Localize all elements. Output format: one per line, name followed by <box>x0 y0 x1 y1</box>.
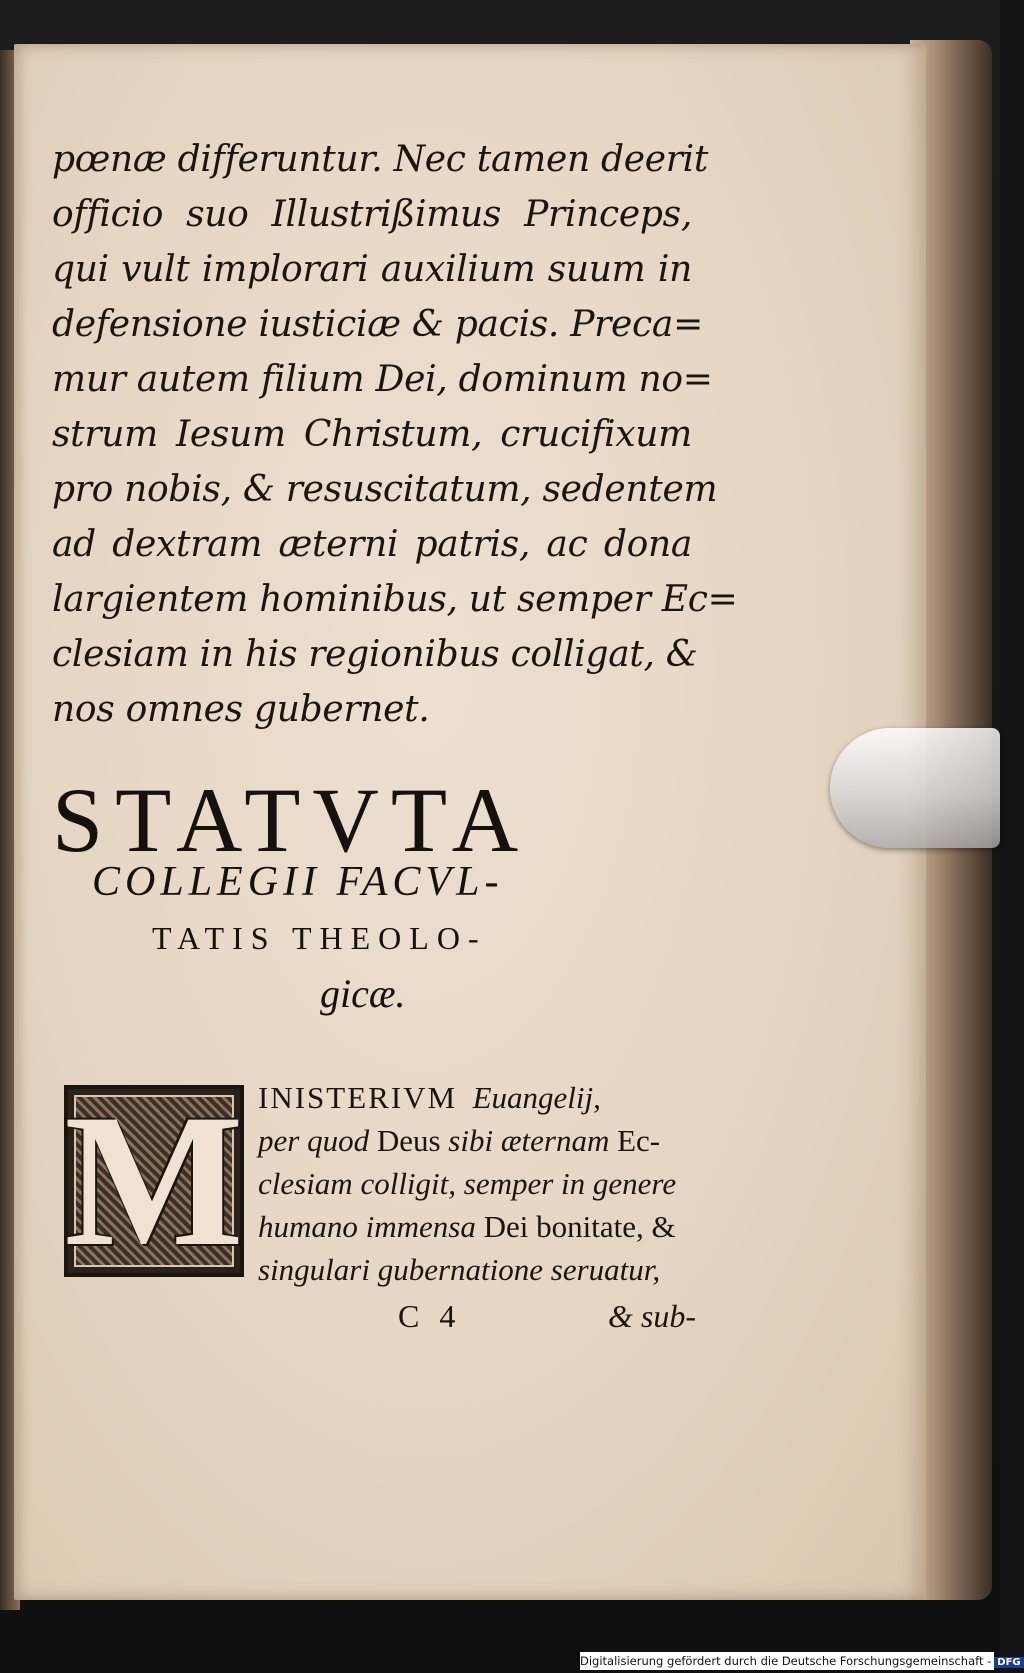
digitization-credit <box>580 1652 1021 1670</box>
text-line: ad dextram æterni patris, ac dona <box>52 524 692 565</box>
page-clip <box>830 728 1000 848</box>
text-line: qui vult implorari auxilium suum in <box>52 249 692 290</box>
text-line: clesiam in his regionibus colligat, & <box>52 634 698 675</box>
text-line: officio suo Illustrißimus Princeps, <box>52 194 692 235</box>
text-line: mur autem filium Dei, dominum no= <box>52 359 713 400</box>
text-line: nos omnes gubernet. <box>52 689 430 730</box>
section-subtitle-line-1: COLLEGII FACVL- <box>92 859 504 905</box>
catchword: & sub- <box>608 1298 696 1334</box>
text-line: strum Iesum Christum, crucifixum <box>52 414 692 455</box>
section-title: STATVTA <box>52 769 531 871</box>
initial-letter: M <box>64 1076 244 1286</box>
text-line: clesiam colligit, semper in genere <box>258 1166 677 1201</box>
text-line: pro nobis, & resuscitatum, sedentem <box>52 469 718 510</box>
text-line: defensione iusticiæ & pacis. Preca= <box>52 304 703 345</box>
signature-mark: C 4 <box>398 1298 462 1334</box>
text-line: INISTERIVM Euangelij, <box>258 1080 601 1115</box>
text-line: pœnæ differuntur. Nec tamen deerit <box>52 139 709 180</box>
section-subtitle-line-3: gicæ. <box>320 971 406 1016</box>
paragraph-text <box>258 1076 694 1291</box>
text-line: singulari gubernatione seruatur, <box>258 1252 661 1287</box>
body-text <box>52 132 738 737</box>
dfg-logo: DFG <box>994 1657 1023 1668</box>
section-subtitle-line-2: TATIS THEOLO- <box>152 920 487 956</box>
text-line: humano immensa Dei bonitate, & <box>258 1209 676 1244</box>
text-line: largientem hominibus, ut semper Ec= <box>52 579 738 620</box>
credit-text: Digitalisierung gefördert durch die Deutsche Forschungsgemeinschaft - <box>580 1654 992 1668</box>
text-line: per quod Deus sibi æternam Ec- <box>258 1123 661 1158</box>
decorated-initial <box>64 1076 244 1286</box>
